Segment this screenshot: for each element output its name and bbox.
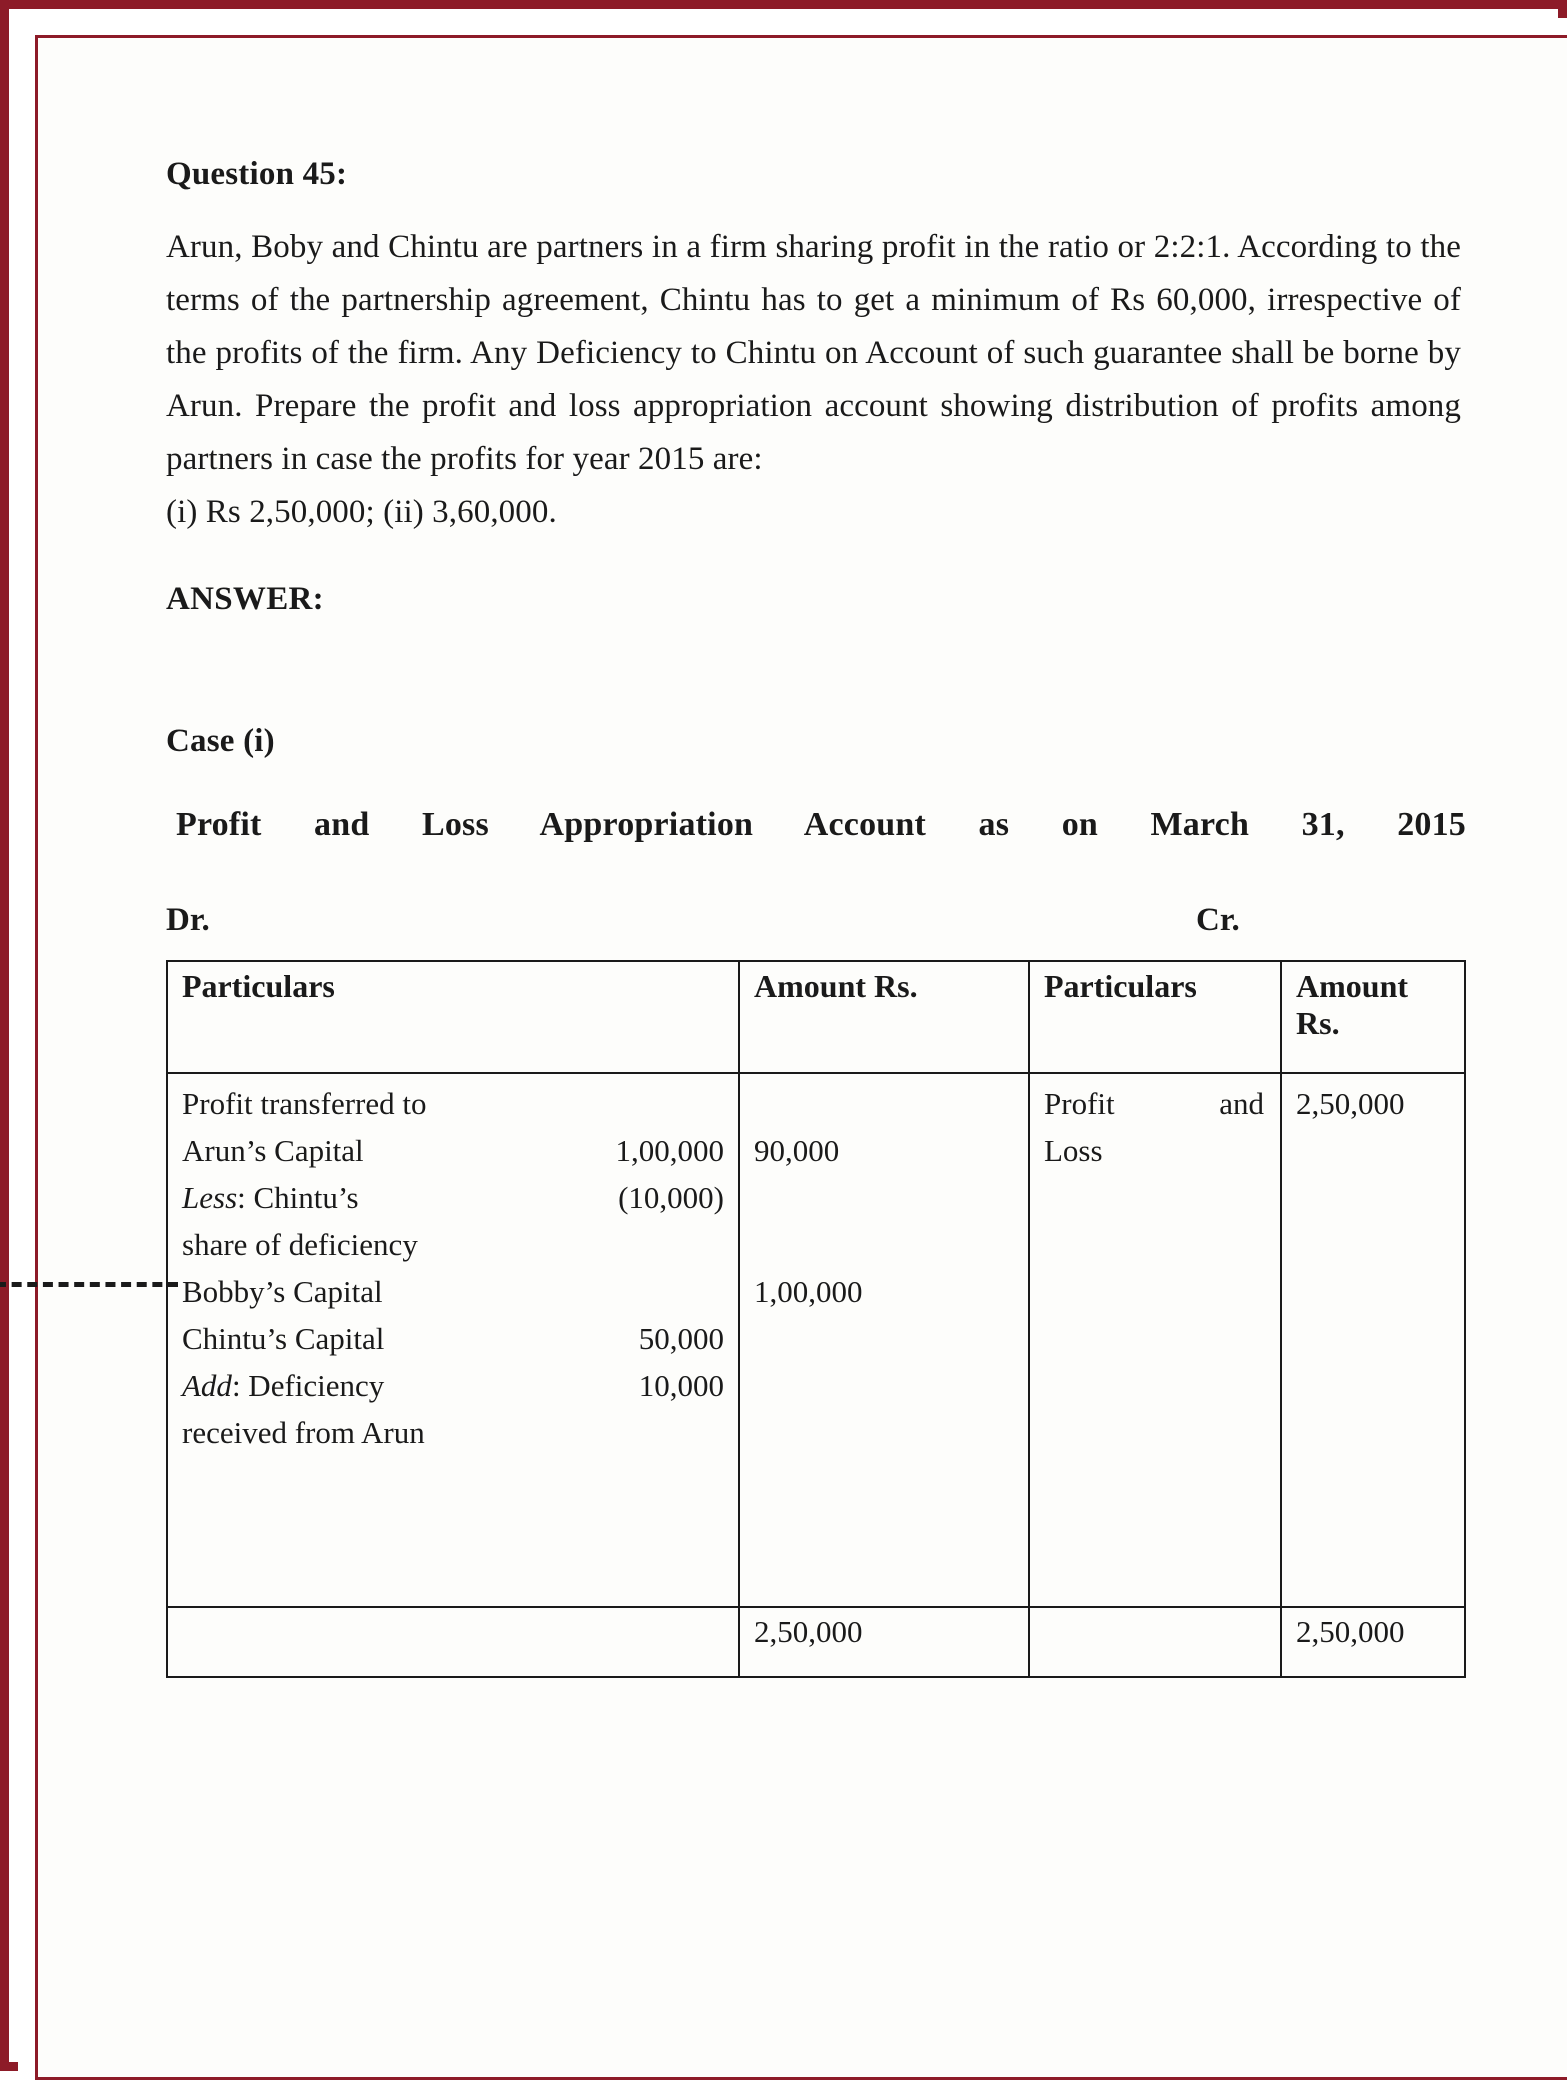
received-from-arun-label: received from Arun (182, 1415, 425, 1450)
add-deficiency-label-group (182, 1362, 384, 1409)
question-body-cases: (i) Rs 2,50,000; (ii) 3,60,000. (166, 494, 557, 530)
credit-profit-loss-amount: 2,50,000 (1296, 1086, 1405, 1121)
deficiency-label: : Deficiency (231, 1368, 385, 1403)
page-border-white (18, 18, 1567, 2071)
question-heading: Question 45: (166, 156, 348, 192)
credit-amounts (1296, 1080, 1452, 1127)
credit-amount-cell (1281, 1073, 1465, 1607)
add-deficiency-line (182, 1362, 726, 1409)
case-label: Case (i) (166, 723, 275, 759)
header-particulars-debit: Particulars (167, 961, 739, 1073)
arun-capital-label: Arun’s Capital (182, 1133, 364, 1168)
share-of-deficiency-line (182, 1221, 726, 1268)
account-title-wrapper (176, 806, 1466, 844)
header-amount-credit: Amount Rs. (1281, 961, 1465, 1073)
add-deficiency-sub-amount: 10,000 (638, 1368, 724, 1403)
less-chintu-label-group (182, 1174, 359, 1221)
account-title: Profit and Loss Appropriation Account as on March 31, 2015 (176, 806, 1466, 843)
debit-entries (182, 1080, 726, 1456)
credit-loss-label: Loss (1044, 1133, 1103, 1168)
debit-amount-blank-3 (754, 1221, 1016, 1268)
total-particulars-debit-cell (167, 1607, 739, 1677)
chintu-capital-label: Chintu’s Capital (182, 1321, 385, 1356)
total-amount-credit-cell: 2,50,000 (1281, 1607, 1465, 1677)
page-border-inner (35, 35, 1567, 2080)
total-amount-debit-cell: 2,50,000 (739, 1607, 1029, 1677)
dashed-line (0, 1282, 178, 1287)
share-of-deficiency-label: share of deficiency (182, 1227, 418, 1262)
profit-and-line (1044, 1080, 1268, 1127)
chintu-capital-line (182, 1315, 726, 1362)
received-from-arun-line (182, 1409, 726, 1456)
debit-amount-blank-1 (754, 1080, 1016, 1127)
bobby-amount-line (754, 1268, 1016, 1315)
question-body-text: Arun, Boby and Chintu are partners in a firm sharing profit in the ratio or 2:2:1. According to the terms of the partnership agreement, Chintu has to get a minimum of Rs 60,000, irrespective of the profits of the firm. Any Deficiency to Chintu on Account of such guarantee shall be borne by Arun. Prepare the profit and loss appropriation account showing distribution of profits among partners in case the profits for year 2015 are: (166, 229, 1461, 477)
table-total-row (167, 1607, 1465, 1677)
add-italic-label: Add (182, 1368, 232, 1403)
bobby-capital-line (182, 1268, 726, 1315)
debit-label: Dr. (166, 902, 210, 938)
table-header-row (167, 961, 1465, 1073)
debit-amount-blank-2 (754, 1174, 1016, 1221)
profit-transferred-label: Profit transferred to (182, 1086, 427, 1121)
header-amount-debit: Amount Rs. (739, 961, 1029, 1073)
table-body-row (167, 1073, 1465, 1607)
debit-amount-cell (739, 1073, 1029, 1607)
arun-capital-sub-amount: 1,00,000 (615, 1133, 724, 1168)
credit-profit-label: Profit (1044, 1086, 1115, 1121)
bobby-capital-label: Bobby’s Capital (182, 1274, 383, 1309)
debit-credit-labels (166, 902, 1456, 946)
profit-transferred-line (182, 1080, 726, 1127)
less-italic-label: Less (182, 1180, 238, 1215)
credit-profit-loss-amount-line (1296, 1080, 1452, 1127)
debit-particulars-cell (167, 1073, 739, 1607)
credit-label: Cr. (1196, 902, 1240, 938)
arun-net-amount: 90,000 (754, 1133, 840, 1168)
bobby-capital-amount: 1,00,000 (754, 1274, 863, 1309)
chintu-capital-sub-amount: 50,000 (638, 1321, 724, 1356)
debit-amounts (754, 1080, 1016, 1315)
less-chintu-sub-amount: (10,000) (618, 1180, 724, 1215)
profit-loss-appropriation-table (166, 960, 1466, 1678)
header-particulars-credit: Particulars (1029, 961, 1281, 1073)
total-particulars-credit-cell (1029, 1607, 1281, 1677)
credit-entries (1044, 1080, 1268, 1174)
arun-net-amount-line (754, 1127, 1016, 1174)
credit-and-label: and (1219, 1086, 1264, 1121)
less-chintu-line (182, 1174, 726, 1221)
chintu-deficiency-label: : Chintu’s (237, 1180, 359, 1215)
document-content (166, 156, 1476, 1678)
credit-particulars-cell (1029, 1073, 1281, 1607)
credit-loss-line (1044, 1127, 1268, 1174)
answer-heading: ANSWER: (166, 581, 324, 617)
arun-capital-line (182, 1127, 726, 1174)
